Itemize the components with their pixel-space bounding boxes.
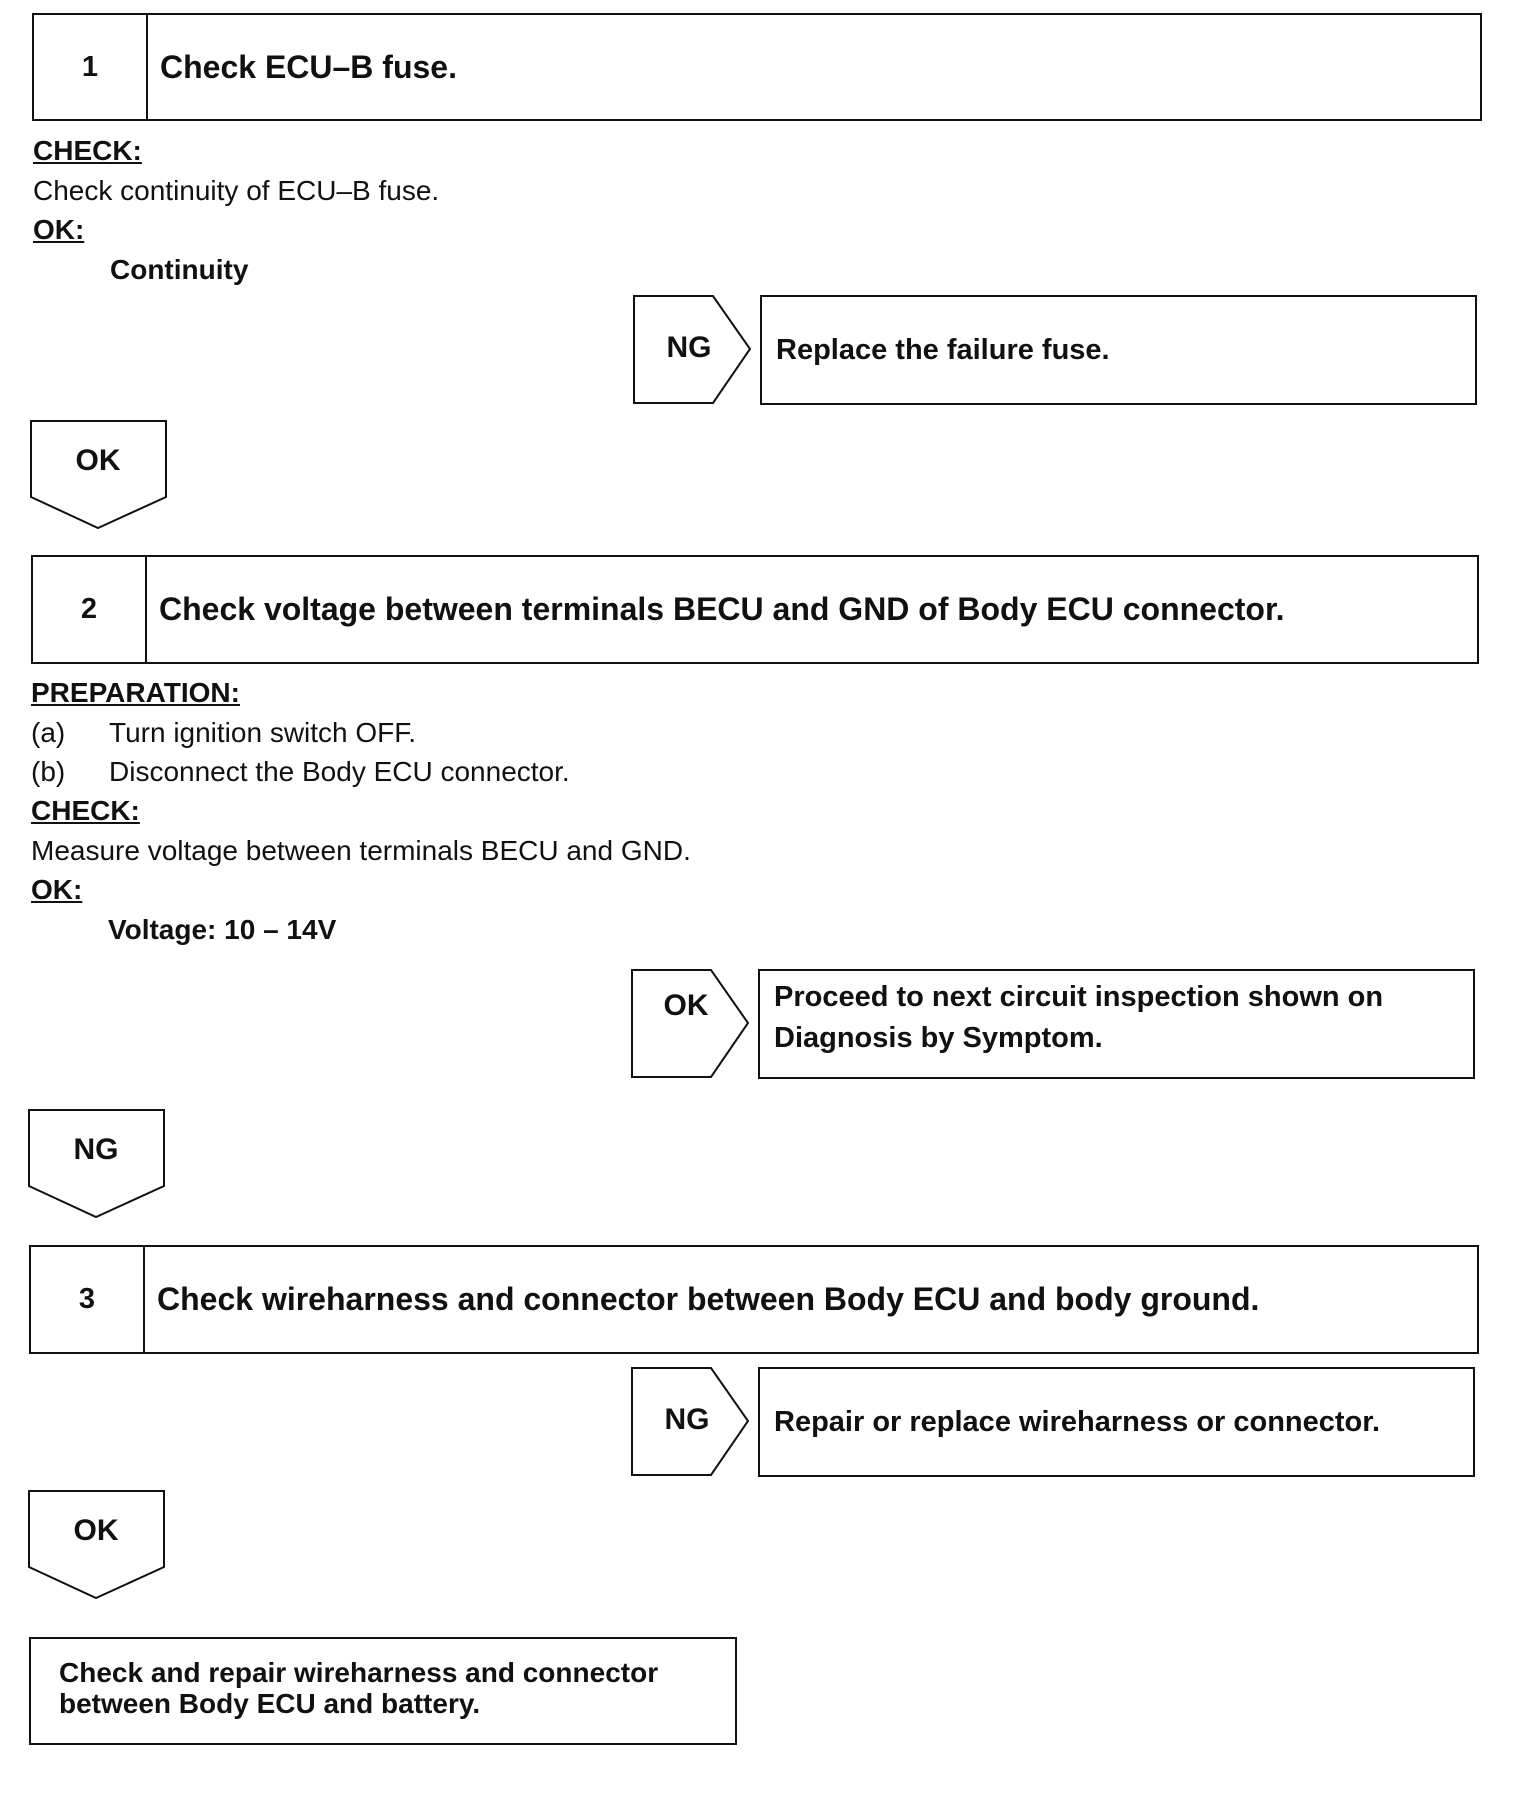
step-2-preparation-heading: PREPARATION: xyxy=(31,677,240,708)
step-2-check-text: Measure voltage between terminals BECU and GND. xyxy=(31,835,691,866)
step-2-prep-item-a xyxy=(31,717,416,749)
step-2-number: 2 xyxy=(33,557,147,662)
final-action-line-2: between Body ECU and battery. xyxy=(59,1688,481,1719)
step-3-ok-label: OK xyxy=(73,1514,119,1547)
step-3-ok-arrow xyxy=(28,1490,168,1600)
step-2-prep-item-b xyxy=(31,756,570,788)
step-1-ok-value: Continuity xyxy=(110,254,249,285)
final-action-line-1: Check and repair wireharness and connector xyxy=(59,1657,659,1688)
step-2-ok-label: OK xyxy=(663,989,709,1022)
right-arrow-tag-icon xyxy=(631,969,751,1079)
prep-item-label: (b) xyxy=(31,756,66,787)
step-1-header xyxy=(32,13,1482,121)
step-2-ok-action-text xyxy=(774,965,1459,1083)
prep-item-text: Disconnect the Body ECU connector. xyxy=(109,756,570,787)
step-3-ng-action-text: Repair or replace wireharness or connector. xyxy=(774,1405,1381,1438)
step-3-title: Check wireharness and connector between Body ECU and body ground. xyxy=(157,1281,1260,1317)
step-1-ok-heading: OK: xyxy=(33,214,85,245)
step-1-ok-arrow xyxy=(30,420,170,530)
step-1-check-heading: CHECK: xyxy=(33,135,142,166)
step-3-ng-arrow xyxy=(631,1367,751,1477)
step-2-title: Check voltage between terminals BECU and GND of Body ECU connector. xyxy=(159,591,1285,627)
step-2-ok-action-line-2: Diagnosis by Symptom. xyxy=(774,1022,1103,1054)
step-3-ng-action xyxy=(758,1367,1475,1477)
step-1-ok-label: OK xyxy=(75,444,121,477)
step-3-number: 3 xyxy=(31,1247,145,1352)
step-2-ok-heading: OK: xyxy=(31,874,83,905)
step-1-check-text: Check continuity of ECU–B fuse. xyxy=(33,175,440,206)
step-3-header xyxy=(29,1245,1479,1354)
step-1-ng-label: NG xyxy=(666,331,712,364)
prep-item-text: Turn ignition switch OFF. xyxy=(109,717,417,748)
step-2-ok-arrow xyxy=(631,969,751,1079)
step-2-ng-label: NG xyxy=(73,1133,119,1166)
step-2-check-heading: CHECK: xyxy=(31,795,140,826)
step-2-ng-arrow xyxy=(28,1109,168,1219)
final-action-box xyxy=(29,1637,737,1745)
step-2-ok-action xyxy=(758,969,1475,1079)
step-2-header xyxy=(31,555,1479,664)
step-1-title: Check ECU–B fuse. xyxy=(160,48,457,85)
step-2-ok-value: Voltage: 10 – 14V xyxy=(108,914,337,945)
step-1-ng-arrow xyxy=(633,295,753,405)
step-1-ng-action xyxy=(760,295,1477,405)
prep-item-label: (a) xyxy=(31,717,66,748)
step-1-ng-action-text: Replace the failure fuse. xyxy=(776,333,1110,366)
step-1-number: 1 xyxy=(34,15,148,119)
step-3-ng-label: NG xyxy=(664,1403,710,1436)
step-2-ok-action-line-1: Proceed to next circuit inspection shown on xyxy=(774,981,1384,1013)
